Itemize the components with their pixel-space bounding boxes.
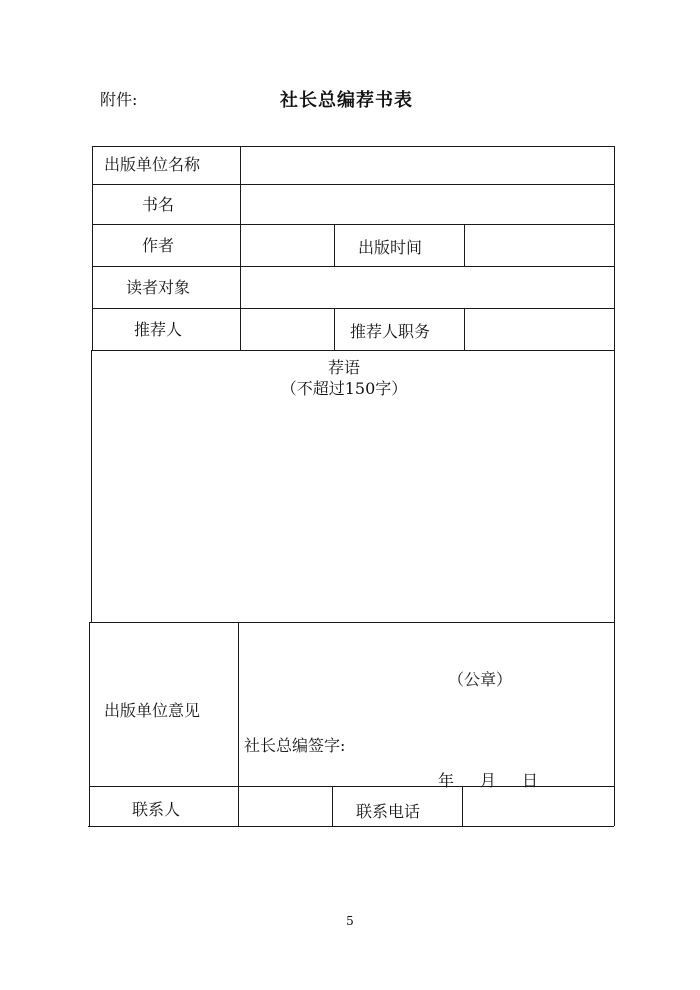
publish-time-label: 出版时间: [357, 238, 423, 257]
column-divider: [334, 224, 335, 266]
column-divider: [464, 308, 465, 350]
row-divider: [92, 350, 615, 351]
table-border-left: [91, 350, 92, 622]
row-divider: [90, 622, 615, 623]
official-seal-label: （公章）: [448, 670, 513, 689]
author-label: 作者: [141, 236, 175, 255]
contact-label: 联系人: [131, 800, 181, 819]
date-day-label: 日: [522, 771, 539, 790]
table-border-left: [89, 622, 90, 826]
column-divider: [462, 786, 463, 826]
readership-label: 读者对象: [125, 278, 191, 297]
date-month-label: 月: [480, 771, 497, 790]
page-number: 5: [346, 914, 354, 928]
column-divider: [464, 224, 465, 266]
contact-phone-label: 联系电话: [355, 802, 421, 821]
recommender-title-label: 推荐人职务: [349, 322, 431, 341]
form-title: 社长总编荐书表: [280, 90, 413, 111]
column-divider: [240, 146, 241, 350]
publisher-opinion-label: 出版单位意见: [104, 701, 201, 720]
row-divider: [92, 224, 615, 225]
row-divider: [92, 308, 615, 309]
column-divider: [238, 622, 239, 826]
recommendation-label: 荐语: [327, 358, 361, 377]
table-border-top: [92, 146, 615, 147]
column-divider: [334, 308, 335, 350]
date-year-label: 年: [438, 771, 455, 790]
table-border-left: [92, 146, 93, 350]
book-title-label: 书名: [141, 195, 175, 214]
signature-label: 社长总编签字:: [244, 736, 346, 755]
column-divider: [332, 786, 333, 826]
table-border-bottom: [88, 826, 614, 827]
recommender-label: 推荐人: [133, 320, 183, 339]
row-divider: [92, 266, 615, 267]
recommendation-note: （不超过150字）: [280, 379, 408, 398]
attachment-label: 附件:: [100, 90, 138, 109]
publisher-name-label: 出版单位名称: [104, 155, 201, 174]
row-divider: [92, 184, 615, 185]
table-border-right: [614, 146, 615, 826]
